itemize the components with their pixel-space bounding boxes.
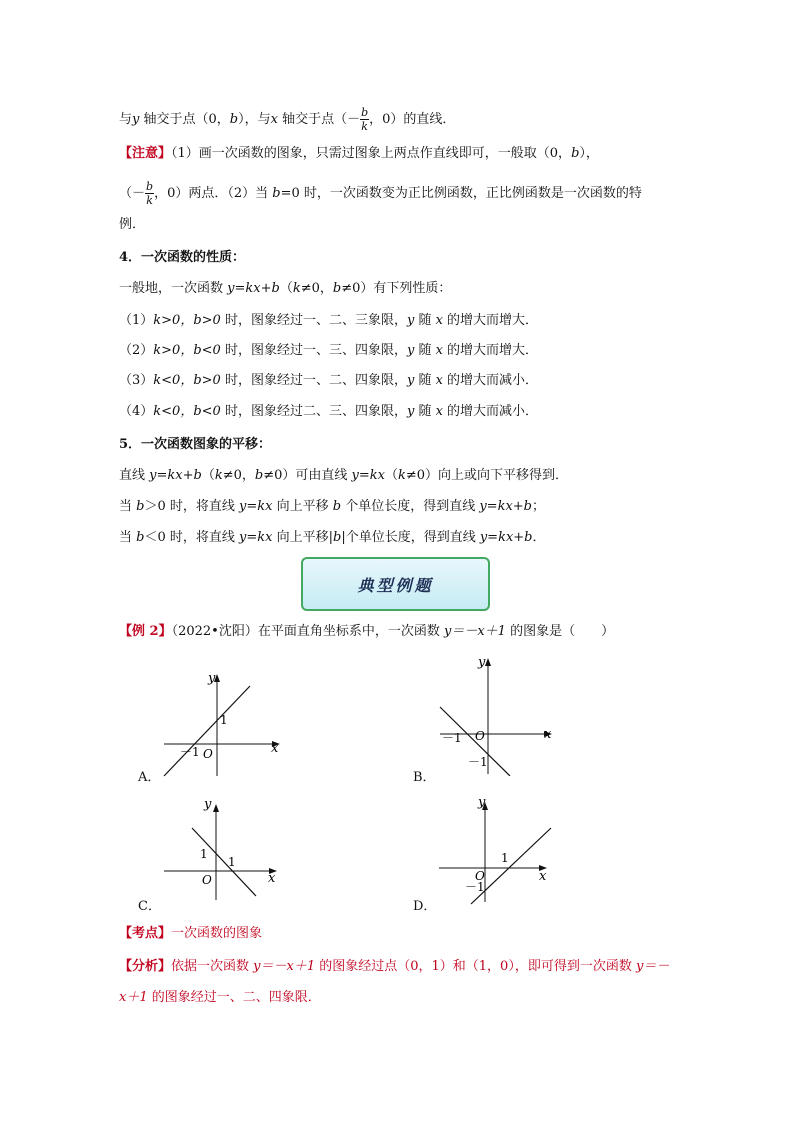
section5-line-2: 当 b＞0 时，将直线 y=kx 向上平移 b 个单位长度，得到直线 y=kx+b； bbox=[119, 499, 546, 514]
kaodian-line: 【考点】一次函数的图象 bbox=[119, 926, 263, 941]
section4-heading: 4．一次函数的性质： bbox=[119, 250, 246, 265]
note-line-1: 【注意】（1）画一次函数的图象，只需过图象上两点作直线即可，一般取（0，b）， bbox=[119, 146, 599, 161]
tick-label-1: 1 bbox=[220, 713, 228, 727]
fenxi-line-2: x＋1 的图象经过一、二、四象限． bbox=[119, 990, 321, 1005]
y-label: y bbox=[204, 797, 212, 812]
x-label: x bbox=[539, 869, 547, 884]
tick-label-1-y: 1 bbox=[200, 847, 208, 861]
example-question: 【例 2】（2022•沈阳）在平面直角坐标系中，一次函数 y＝－x＋1 的图象是（ ） bbox=[119, 624, 615, 639]
section5-heading: 5．一次函数图象的平移： bbox=[119, 437, 272, 452]
graph-option-a bbox=[150, 668, 290, 780]
x-label: x bbox=[271, 741, 279, 756]
x-label: x bbox=[268, 871, 276, 886]
section5-line-3: 当 b＜0 时，将直线 y=kx 向上平移|b|个单位长度，得到直线 y=kx+b． bbox=[119, 530, 546, 545]
note-line-3: 例． bbox=[119, 217, 146, 232]
tick-label-neg1: －1 bbox=[442, 731, 462, 745]
fenxi-label: 【分析】 bbox=[119, 959, 172, 974]
typical-examples-banner: 典型例题 bbox=[301, 557, 490, 611]
section5-line-1: 直线 y=kx+b（k≠0，b≠0）可由直线 y=kx（k≠0）向上或向下平移得到． bbox=[119, 468, 569, 483]
note-label: 【注意】 bbox=[119, 146, 172, 161]
option-c-label: C． bbox=[138, 899, 161, 914]
origin-label: O bbox=[202, 873, 212, 887]
example-tag: 【例 2】 bbox=[119, 624, 172, 639]
fenxi-line-1: 【分析】依据一次函数 y＝－x＋1 的图象经过点（0，1）和（1，0），即可得到一次函数 y＝－ bbox=[119, 959, 670, 974]
tick-label-neg1: －1 bbox=[465, 880, 485, 894]
kaodian-label: 【考点】 bbox=[119, 926, 172, 941]
fraction-b-over-k: $\frac{b}{k}$ bbox=[146, 180, 154, 207]
tick-label-neg1-y: －1 bbox=[468, 755, 488, 769]
property-item: （4）k<0，b<0 时，图象经过二、三、四象限，y 随 x 的增大而减小． bbox=[119, 404, 539, 419]
intro-line: 与y 轴交于点（0，b），与x 轴交于点（－ $\frac{b}{k}$ ，0）的直线． bbox=[119, 106, 456, 133]
option-b-label: B． bbox=[413, 770, 436, 785]
graph-option-b bbox=[430, 652, 560, 776]
y-axis-arrow bbox=[213, 804, 219, 812]
property-item: （3）k<0，b>0 时，图象经过一、二、四象限，y 随 x 的增大而减小． bbox=[119, 373, 539, 388]
property-item: （1）k>0，b>0 时，图象经过一、二、三象限，y 随 x 的增大而增大． bbox=[119, 313, 539, 328]
property-item: （2）k>0，b<0 时，图象经过一、三、四象限，y 随 x 的增大而增大． bbox=[119, 343, 539, 358]
origin-label: O bbox=[203, 747, 213, 761]
option-d-label: D． bbox=[413, 899, 437, 914]
note-line-2: （－ $\frac{b}{k}$ ，0）两点．（2）当 b=0 时，一次函数变为正比例函数，正比例函数是一次函数的特 bbox=[119, 180, 642, 207]
x-label: x bbox=[544, 727, 552, 742]
graph-option-c bbox=[160, 796, 290, 902]
y-label: y bbox=[478, 655, 486, 670]
fraction-b-over-k: $\frac{b}{k}$ bbox=[361, 106, 369, 133]
section4-intro: 一般地，一次函数 y=kx+b（k≠0，b≠0）有下列性质： bbox=[119, 281, 452, 296]
y-label: y bbox=[208, 671, 216, 686]
tick-label-1: 1 bbox=[501, 851, 509, 865]
graph-option-d bbox=[435, 794, 555, 906]
y-label: y bbox=[478, 795, 486, 810]
option-a-label: A． bbox=[138, 770, 161, 785]
function-line bbox=[164, 686, 250, 776]
origin-label: O bbox=[475, 729, 485, 743]
tick-label-1-x: 1 bbox=[228, 855, 236, 869]
origin-label: O bbox=[475, 869, 485, 883]
tick-label-neg1: －1 bbox=[180, 745, 200, 759]
y-axis-arrow bbox=[485, 658, 491, 666]
